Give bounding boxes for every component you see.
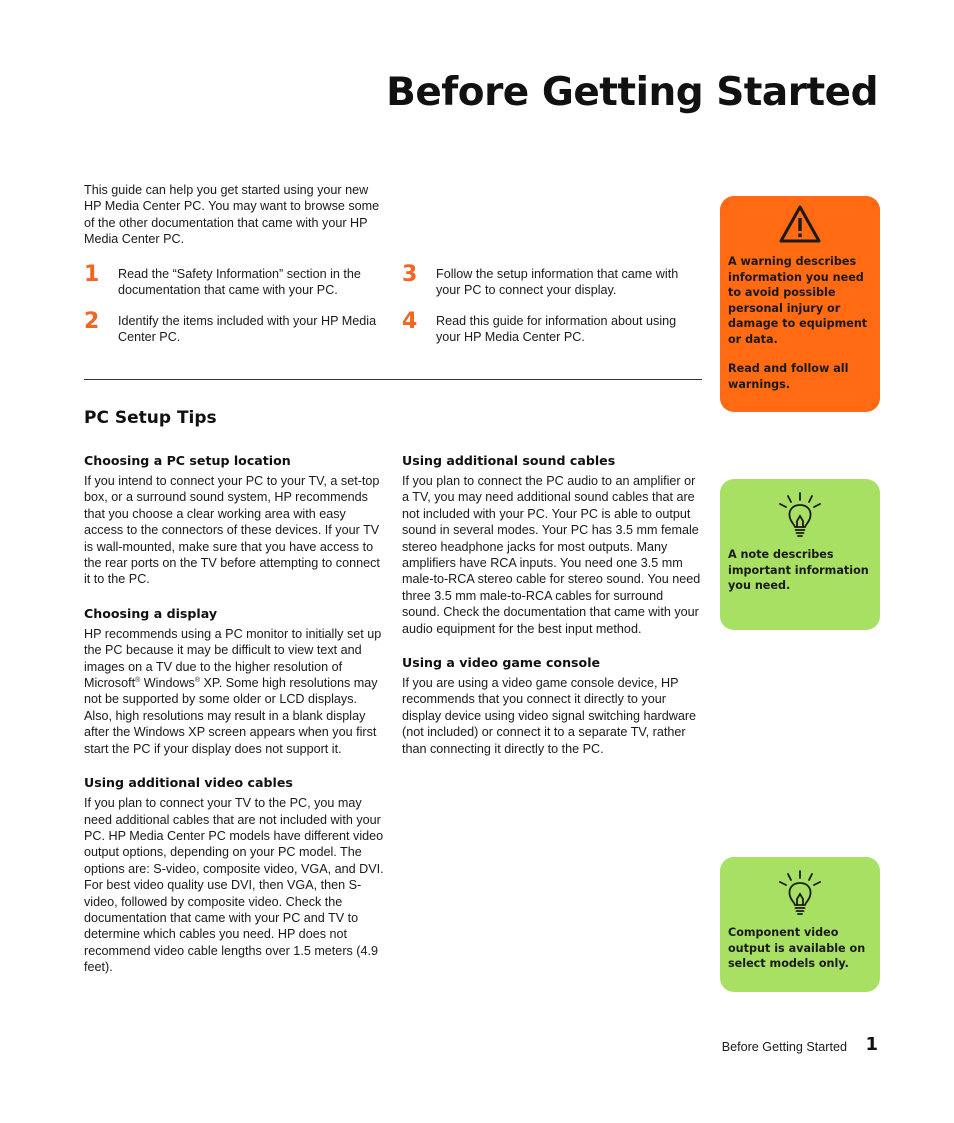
page-number: 1 bbox=[865, 1034, 878, 1055]
subsection-body bbox=[84, 626, 384, 757]
subsection-heading: Choosing a display bbox=[84, 605, 218, 621]
subsection-heading: Choosing a PC setup location bbox=[84, 453, 291, 468]
step-number: 2 bbox=[84, 309, 100, 334]
subsection-body: If you plan to connect your TV to the PC, you may need additional cables that are not included with your PC. HP Media Center PC models have different video output options, depending on your PC model. The options are: S-video, composite video, VGA, and DVI. For best video quality use DVI, then VGA, then S-video, followed by composite video. Check the documentation that came with your PC and TV to determine which cables you need. HP does not recommend video cable lengths over 1.5 meters (4.9 feet). bbox=[84, 796, 384, 975]
subsection-heading: Using a video game console bbox=[402, 655, 601, 671]
lightbulb-icon bbox=[776, 491, 824, 539]
registered-mark: ® bbox=[135, 676, 141, 684]
step-text: Identify the items included with your HP Media Center PC. bbox=[118, 314, 377, 345]
component-video-callout bbox=[720, 857, 880, 992]
body-fragment: Windows bbox=[140, 676, 195, 691]
warning-instruction: Read and follow all warnings. bbox=[728, 362, 849, 391]
section-title: PC Setup Tips bbox=[84, 408, 217, 428]
registered-mark: ® bbox=[194, 676, 201, 684]
note-text: A note describes important information you need. bbox=[728, 548, 869, 592]
component-video-text: Component video output is available on select models only. bbox=[728, 926, 866, 970]
step-number: 1 bbox=[84, 262, 100, 287]
warning-callout bbox=[720, 196, 880, 412]
lightbulb-icon bbox=[776, 869, 824, 917]
page-title: Before Getting Started bbox=[386, 70, 878, 115]
intro-paragraph: This guide can help you get started using your new HP Media Center PC. You may want to browse some of the other documentation that came with your HP Media Center PC. bbox=[84, 183, 380, 247]
step-text: Read this guide for information about using your HP Media Center PC. bbox=[436, 314, 677, 345]
note-callout bbox=[720, 479, 880, 630]
step-number: 4 bbox=[402, 309, 418, 334]
body-fragment: HP recommends using a PC monitor to initially set up the PC because it may be difficult to view text and images on a TV due to the higher resolution of Microsoft bbox=[84, 626, 382, 691]
footer-section-label: Before Getting Started bbox=[721, 1040, 847, 1054]
step-text: Read the “Safety Information” section in the documentation that came with your PC. bbox=[118, 267, 361, 298]
section-divider bbox=[84, 379, 702, 380]
subsection-body: If you are using a video game console device, HP recommends that you connect it directly to your display device using video signal switching hardware (not included) or connect it to a separate TV, rather than connecting it directly to the PC. bbox=[402, 676, 697, 756]
subsection-heading: Using additional sound cables bbox=[402, 453, 616, 468]
subsection-body: If you plan to connect the PC audio to an amplifier or a TV, you may need additional sound cables that are not included with your PC. Your PC is able to output sound in several modes. Your PC has 3.5 mm female stereo headphone jacks for most outputs. Many amplifiers have RCA inputs. You need one 3.5 mm male-to-RCA stereo cable for stereo sound. You need three 3.5 mm male-to-RCA cables for surround sound. Check the documentation that came with your audio equipment for the best input method. bbox=[402, 474, 701, 636]
body-fragment: XP. Some high resolutions may not be supported by some older or LCD displays. Also, high resolutions may result in a blank display after the Windows XP screen appears when you first start the PC if your display does not support it. bbox=[84, 676, 378, 756]
warning-text: A warning describes information you need to avoid possible personal injury or damage to equipment or data. bbox=[728, 255, 868, 346]
subsection-heading: Using additional video cables bbox=[84, 775, 293, 791]
step-number: 3 bbox=[402, 262, 418, 287]
step-text: Follow the setup information that came with your PC to connect your display. bbox=[436, 267, 679, 298]
left-column bbox=[84, 453, 384, 994]
right-column bbox=[402, 453, 702, 775]
warning-triangle-icon bbox=[778, 204, 822, 244]
subsection-body: If you intend to connect your PC to your TV, a set-top box, or a surround sound system, HP recommends that you choose a clear working area with easy access to the connectors of these devices. If your TV is wall-mounted, make sure that you have access to the rear ports on the TV before attempting to connect it to the PC. bbox=[84, 474, 380, 587]
